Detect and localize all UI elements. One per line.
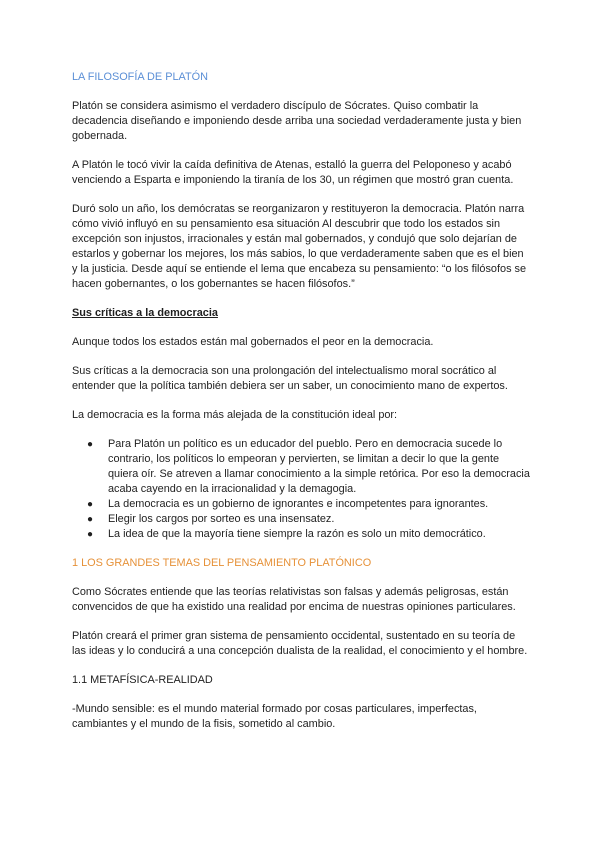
criticas-paragraph-1: Aunque todos los estados están mal gobernados el peor en la democracia. (72, 336, 434, 348)
list-item (87, 497, 530, 512)
intro-paragraph-1: Platón se considera asimismo el verdadero discípulo de Sócrates. Quiso combatir la decadencia diseñando e imponiendo desde arriba una sociedad verdaderamente justa y bien gobernada. (72, 100, 522, 142)
list-item-text: La idea de que la mayoría tiene siempre la razón es solo un mito democrático. (108, 528, 486, 540)
bullet-icon: ● (87, 499, 94, 510)
bullet-icon: ● (87, 529, 94, 540)
criticas-bullet-list (72, 437, 530, 542)
list-item (87, 437, 530, 497)
criticas-heading: Sus críticas a la democracia (72, 307, 218, 319)
temas-heading: 1 LOS GRANDES TEMAS DEL PENSAMIENTO PLATÓNICO (72, 557, 372, 569)
criticas-paragraph-2: Sus críticas a la democracia son una prolongación del intelectualismo moral socrático al entender que la política también debiera ser un saber, un conocimiento mano de expertos. (72, 365, 508, 392)
temas-paragraph-2: Platón creará el primer gran sistema de pensamiento occidental, sustentado en su teoría de las ideas y lo conducirá a una concepción dualista de la realidad, el conocimiento y el hombre. (72, 630, 528, 657)
list-item-text: Para Platón un político es un educador del pueblo. Pero en democracia sucede lo contrario, los políticos lo empeoran y pervierten, se limitan a decir lo que la gente quiera oír. Se atreven a llamar conocimiento a la simple retórica. Por eso la democracia acaba cayendo en la irracionalidad y la demagogia. (108, 438, 530, 495)
intro-paragraph-3: Duró solo un año, los demócratas se reorganizaron y restituyeron la democracia. Platón narra cómo vivió influyó en su pensamiento esa situación Al descubrir que todo los estados sin excepción son injustos, irracionales y están mal gobernados, y condujó que solo dejarían de estarlos y gobernar los mejores, los más sabios, lo que verdaderamente saben que es el bien y la justicia. Desde aquí se entiende el lema que encabeza su pensamiento: “o los filósofos se hacen gobernantes, o los gobernantes se hacen filósofos.” (72, 203, 527, 290)
list-item (87, 512, 530, 527)
criticas-paragraph-3: La democracia es la forma más alejada de la constitución ideal por: (72, 409, 398, 421)
bullet-icon: ● (87, 514, 94, 525)
intro-paragraph-2: A Platón le tocó vivir la caída definitiva de Atenas, estalló la guerra del Peloponeso y acabó venciendo a Esparta e imponiendo la tiranía de los 30, un régimen que mostró gran cuenta. (72, 159, 514, 186)
list-item (87, 527, 530, 542)
document-title: LA FILOSOFÍA DE PLATÓN (72, 71, 208, 83)
bullet-icon: ● (87, 439, 94, 450)
metafisica-subheading: 1.1 METAFÍSICA-REALIDAD (72, 674, 213, 686)
document-body (72, 70, 530, 746)
mundo-sensible-paragraph: -Mundo sensible: es el mundo material formado por cosas particulares, imperfectas, cambiantes y el mundo de la fisis, sometido al cambio. (72, 703, 477, 730)
temas-paragraph-1: Como Sócrates entiende que las teorías relativistas son falsas y además peligrosas, están convencidos de que ha existido una realidad por encima de nuestras opiniones particulares. (72, 586, 516, 613)
list-item-text: La democracia es un gobierno de ignorantes e incompetentes para ignorantes. (108, 498, 489, 510)
list-item-text: Elegir los cargos por sorteo es una insensatez. (108, 513, 335, 525)
